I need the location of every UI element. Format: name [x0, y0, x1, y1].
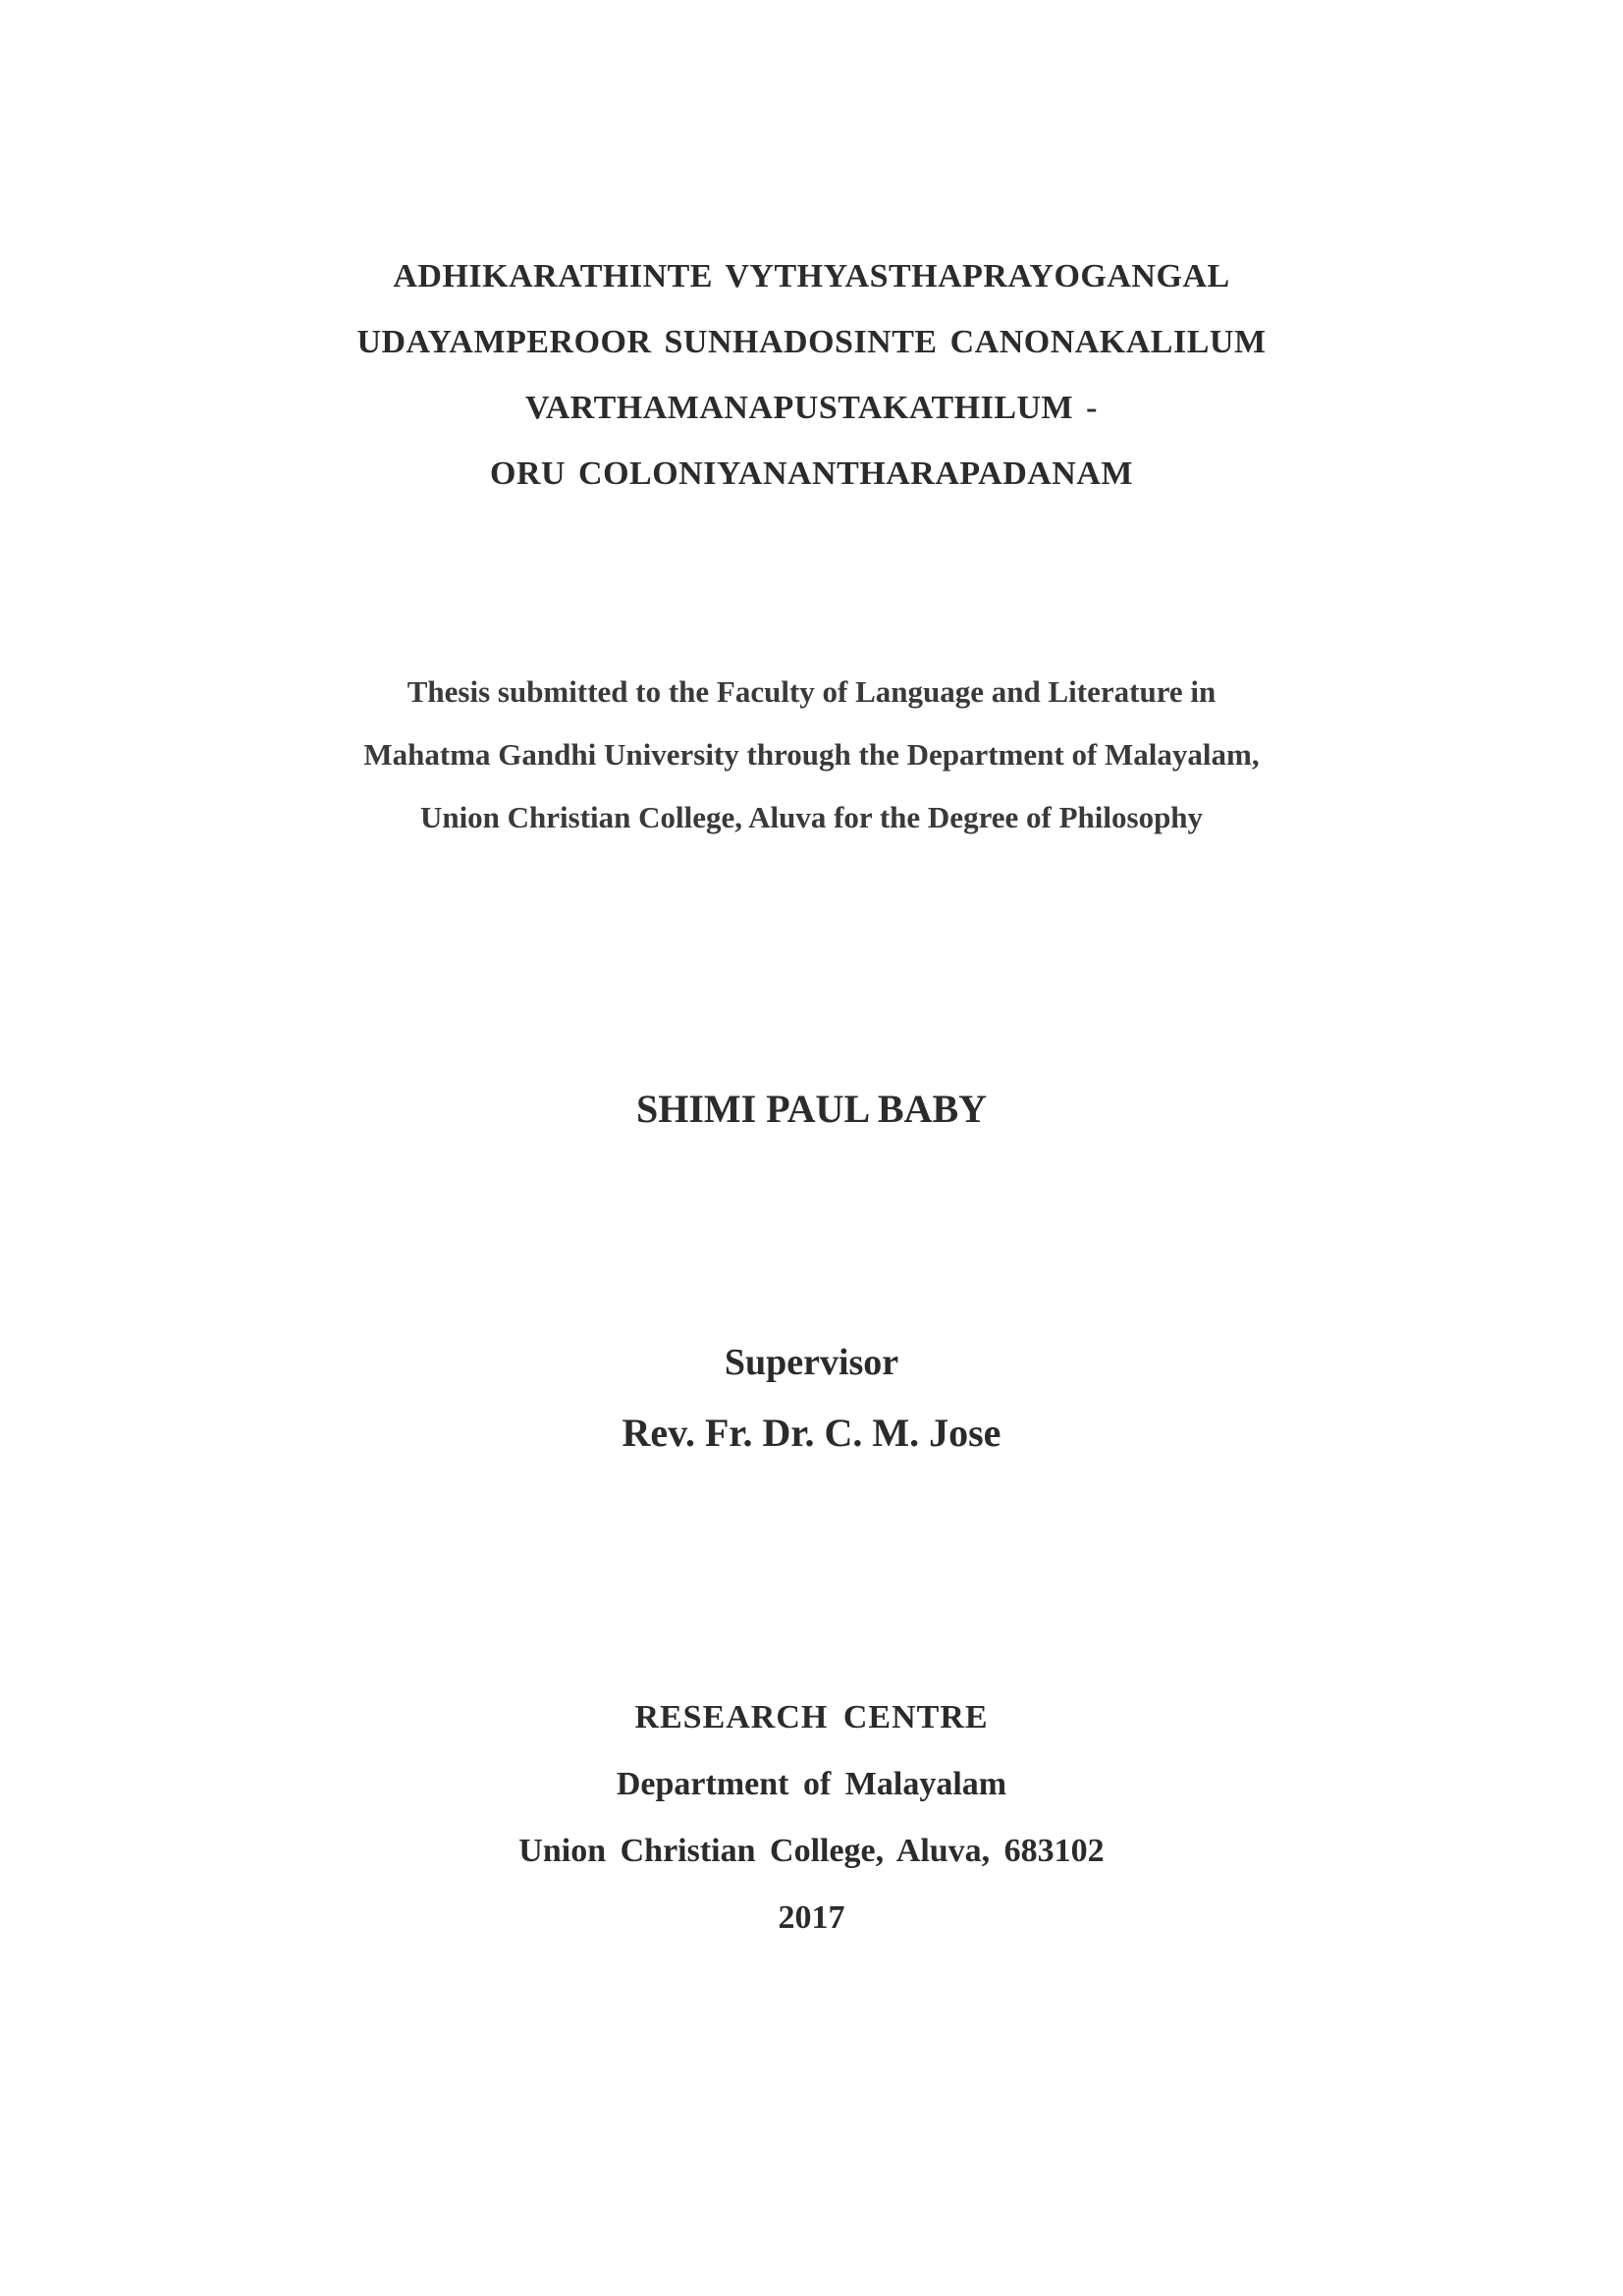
department-name: Department of Malayalam: [616, 1766, 1007, 1802]
submission-line: Union Christian College, Aluva for the Degree of Philosophy: [419, 800, 1204, 834]
supervisor-label: Supervisor: [724, 1342, 899, 1383]
submission-year: 2017: [778, 1899, 845, 1936]
research-centre-section: [0, 1684, 1623, 1951]
thesis-title: [0, 243, 1623, 507]
college-address: Union Christian College, Aluva, 683102: [518, 1833, 1105, 1869]
submission-statement: [0, 661, 1623, 849]
research-centre-heading: RESEARCH CENTRE: [634, 1699, 989, 1735]
title-line: ORU COLONIYANANTHARAPADANAM: [490, 455, 1133, 492]
supervisor-section: [0, 1327, 1623, 1468]
title-line: ADHIKARATHINTE VYTHYASTHAPRAYOGANGAL: [393, 258, 1230, 294]
submission-line: Thesis submitted to the Faculty of Language and Literature in: [406, 674, 1217, 709]
submission-line: Mahatma Gandhi University through the Department of Malayalam,: [363, 737, 1260, 772]
author-section: [0, 1080, 1623, 1139]
title-line: VARTHAMANAPUSTAKATHILUM -: [525, 390, 1098, 426]
title-line: UDAYAMPEROOR SUNHADOSINTE CANONAKALILUM: [356, 324, 1267, 360]
supervisor-name: Rev. Fr. Dr. C. M. Jose: [622, 1411, 1001, 1455]
author-name: SHIMI PAUL BABY: [635, 1087, 988, 1131]
